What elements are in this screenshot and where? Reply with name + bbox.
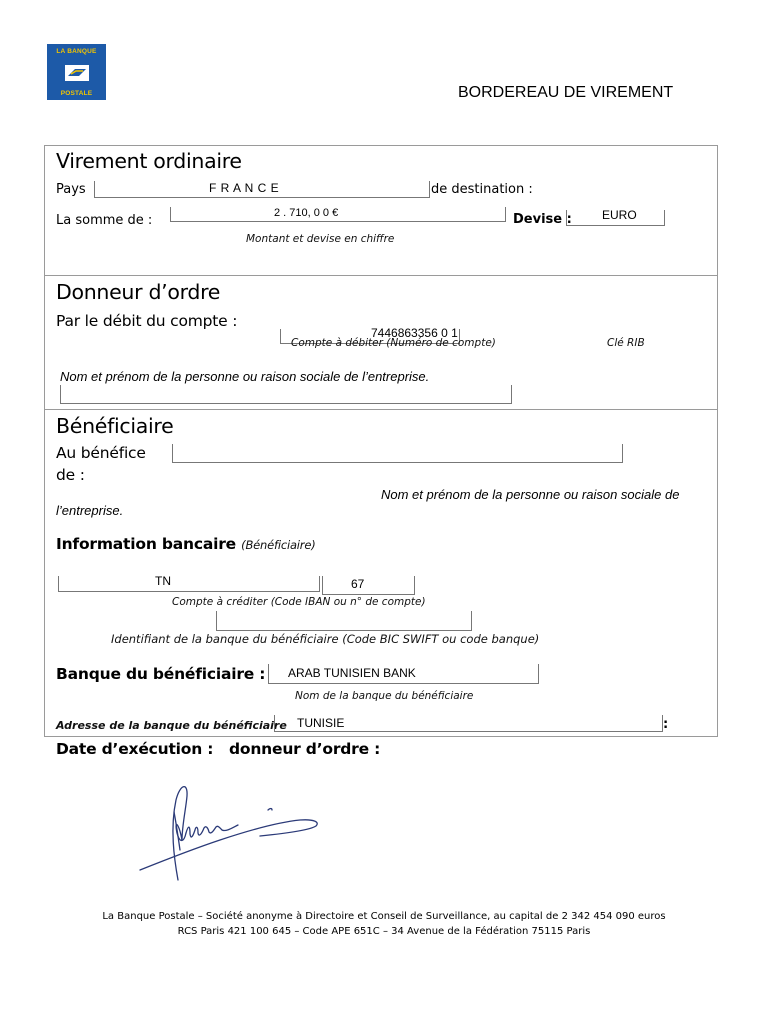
donneur-name-field[interactable] — [60, 385, 512, 404]
beneficiaire-name-field[interactable] — [172, 444, 623, 463]
montant-caption: Montant et devise en chiffre — [246, 233, 395, 245]
address-colon: : — [663, 717, 669, 732]
logo-line-2: POSTALE — [60, 90, 93, 97]
bank-caption: Nom de la banque du bénéficiaire — [295, 690, 474, 702]
footer-line-1: La Banque Postale – Société anonyme à Directoire et Conseil de Surveillance, au capital de 2 342 454 090 euros — [102, 911, 666, 922]
bic-field[interactable] — [216, 611, 472, 631]
bank-logo — [47, 44, 106, 100]
address-value: TUNISIE — [297, 716, 345, 730]
bic-caption: Identifiant de la banque du bénéficiaire (Code BIC SWIFT ou code banque) — [111, 632, 540, 646]
devise-value: EURO — [602, 208, 637, 222]
account-caption: Compte à débiter (Numéro de compte) — [291, 337, 496, 349]
beneficiaire-name-caption-1: Nom et prénom de la personne ou raison sociale de — [381, 487, 680, 502]
date-execution-label: Date d’exécution : — [56, 740, 214, 758]
donneur-heading: Donneur d’ordre — [56, 280, 221, 304]
iban-field[interactable] — [58, 576, 320, 592]
pays-label: Pays — [56, 182, 86, 197]
iban-value: TN — [155, 574, 171, 588]
cle-rib-label: Clé RIB — [607, 337, 645, 349]
bank-field[interactable] — [268, 664, 539, 684]
virement-heading: Virement ordinaire — [56, 149, 242, 173]
iban-caption: Compte à créditer (Code IBAN ou n° de compte) — [172, 596, 426, 608]
account-value: 7446863356 0 1 — [371, 326, 458, 340]
iban-key-value: 67 — [351, 577, 365, 591]
info-bancaire-heading — [56, 535, 315, 553]
somme-field[interactable] — [170, 207, 506, 222]
address-field[interactable] — [274, 715, 663, 732]
logo-line-1: LA BANQUE — [56, 48, 97, 55]
devise-field[interactable] — [566, 210, 665, 226]
donneur-signature-label: donneur d’ordre : — [229, 740, 381, 758]
footer-line-2: RCS Paris 421 100 645 – Code APE 651C – 34 Avenue de la Fédération 75115 Paris — [177, 926, 591, 937]
pays-field[interactable] — [94, 181, 430, 198]
somme-label: La somme de : — [56, 213, 153, 228]
info-bancaire-title: Information bancaire — [56, 535, 236, 553]
bank-value: ARAB TUNISIEN BANK — [288, 666, 416, 680]
bank-label: Banque du bénéficiaire : — [56, 665, 266, 683]
donneur-name-caption: Nom et prénom de la personne ou raison sociale de l’entreprise. — [60, 369, 430, 384]
info-bancaire-sub: (Bénéficiaire) — [241, 538, 316, 552]
debit-label: Par le débit du compte : — [56, 312, 238, 330]
beneficiaire-name-caption-2: l’entreprise. — [56, 503, 124, 518]
pays-value: F R A N C E — [209, 181, 280, 195]
destination-label: de destination : — [431, 182, 533, 197]
devise-label: Devise : — [513, 212, 572, 227]
benefice-label-line2: de : — [56, 466, 85, 484]
envelope-icon — [64, 63, 90, 83]
document-title: BORDEREAU DE VIREMENT — [458, 84, 674, 101]
beneficiaire-heading: Bénéficiaire — [56, 414, 174, 438]
address-label: Adresse de la banque du bénéficiaire — [56, 719, 287, 732]
benefice-label-line1: Au bénéfice — [56, 444, 146, 462]
signature-image — [130, 778, 330, 890]
somme-value: 2 . 710, 0 0 € — [274, 207, 339, 219]
iban-key-field[interactable] — [322, 576, 415, 595]
